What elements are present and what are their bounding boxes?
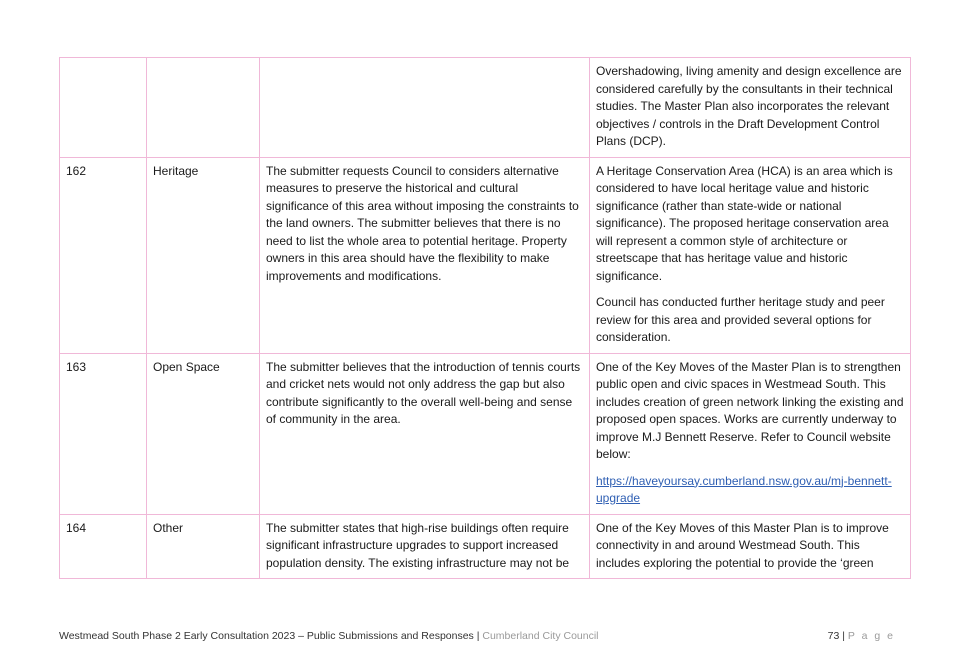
page-number <box>828 630 895 642</box>
submission-cell: The submitter requests Council to considers alternative measures to preserve the historical and cultural significance of this area without imposing the constraints to the land owners. The submitter believes that there is no need to list the whole area to potential heritage. Property owners in this area should have the flexibility to make improvements and modifications. <box>260 157 590 353</box>
response-paragraph: Overshadowing, living amenity and design excellence are considered carefully by the consultants in their technical studies. The Master Plan also incorporates the relevant objectives / controls in the Draft Development Control Plans (DCP). <box>596 64 902 148</box>
table-row <box>60 157 911 353</box>
submissions-table <box>59 57 911 579</box>
submission-id-cell: 163 <box>60 353 147 514</box>
response-cell <box>590 58 911 158</box>
theme-cell <box>147 58 260 158</box>
submission-cell <box>260 58 590 158</box>
theme-cell: Heritage <box>147 157 260 353</box>
submission-id-cell <box>60 58 147 158</box>
page-separator: | <box>842 630 845 642</box>
table-row <box>60 58 911 158</box>
page-number-value: 73 <box>827 630 840 642</box>
response-cell <box>590 514 911 579</box>
response-paragraph: Council has conducted further heritage study and peer review for this area and provided several options for consideration. <box>596 295 885 344</box>
response-paragraph: One of the Key Moves of this Master Plan is to improve connectivity in and around Westmead South. This includes exploring the potential to provide the ‘green <box>596 520 889 570</box>
submission-id-cell: 164 <box>60 514 147 579</box>
response-cell <box>590 157 911 353</box>
response-cell <box>590 353 911 514</box>
submission-id-cell: 162 <box>60 157 147 353</box>
page-word: P a g e <box>847 630 895 642</box>
submission-cell: The submitter believes that the introduction of tennis courts and cricket nets would not only address the gap but also contribute significantly to the overall well-being and sense of community in the area. <box>260 353 590 514</box>
response-paragraph: One of the Key Moves of the Master Plan is to strengthen public open and civic spaces in Westmead South. This includes creation of green network linking the existing and proposed open spaces. Works are currently underway to improve M.J Bennett Reserve. Refer to Council website below: <box>596 359 904 461</box>
response-paragraph: A Heritage Conservation Area (HCA) is an area which is considered to have local heritage value and historic significance (rather than state-wide or national significance). The proposed heritage conservation area will represent a common style of architecture or streetscape that has heritage value and historic significance. <box>596 163 893 283</box>
footer-council-name: Cumberland City Council <box>482 630 599 642</box>
council-website-link[interactable]: https://haveyoursay.cumberland.nsw.gov.au/mj-bennett-upgrade <box>596 473 892 505</box>
theme-cell: Open Space <box>147 353 260 514</box>
table-row <box>60 514 911 579</box>
table-row <box>60 353 911 514</box>
footer-title-text: Westmead South Phase 2 Early Consultation 2023 – Public Submissions and Responses | <box>59 630 480 642</box>
submission-cell: The submitter states that high-rise buildings often require significant infrastructure upgrades to support increased population density. The existing infrastructure may not be <box>260 514 590 579</box>
theme-cell: Other <box>147 514 260 579</box>
footer-document-title <box>59 630 599 642</box>
